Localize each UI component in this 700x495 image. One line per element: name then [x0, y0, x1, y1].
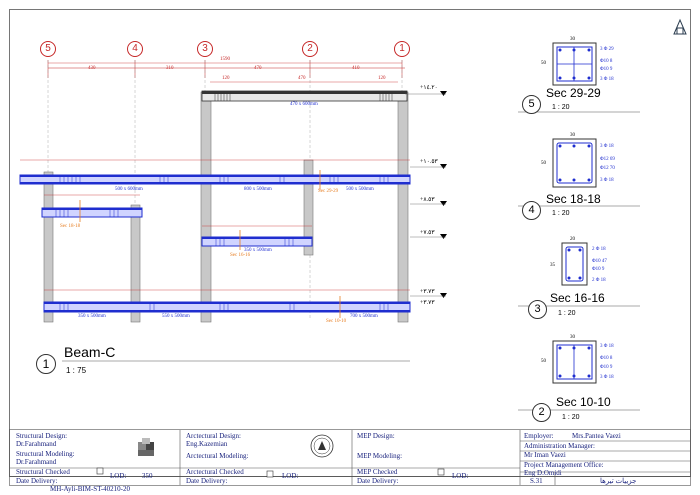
section-4-rebar-top: 3 Φ 18	[600, 144, 614, 149]
section-4-rebar-b: Φ12 70	[600, 166, 615, 171]
beam-label-373-left: 350 x 500mm	[78, 314, 106, 319]
arch-design-value: Eng.Kazemian	[186, 440, 228, 448]
section-5-dim-w: 30	[570, 37, 575, 42]
mep-modeling-label: MEP Modeling:	[357, 452, 403, 460]
elevation-1053: +١٠.٥٣	[420, 159, 438, 165]
section-5-rebar-a: Φ10 8	[600, 59, 613, 64]
section-2-dim-h: 50	[541, 359, 546, 364]
elevation-373: +٣.٧٣	[420, 289, 435, 295]
span-4-3: 310	[166, 66, 174, 71]
logo-icon	[674, 20, 686, 34]
section-10-drawing	[553, 341, 596, 383]
beam-label-373-right: 700 x 500mm	[350, 314, 378, 319]
admin-label: Administration Manager:	[524, 442, 595, 450]
section-3-scale: 1 : 20	[558, 310, 576, 317]
section-29-drawing	[553, 43, 596, 85]
section-2-rebar-bot: 3 Φ 18	[600, 375, 614, 380]
employer-label: Employer:	[524, 432, 554, 440]
section-5-rebar-top: 3 Φ 29	[600, 47, 614, 52]
section-4-number: 4	[522, 201, 541, 220]
pm-value: Eng D.Omidi	[524, 469, 562, 477]
mep-checked-label: MEP Checked	[357, 468, 398, 476]
beam-label-1053-right: 500 x 500mm	[346, 187, 374, 192]
section-mark-18: Sec 18-18	[60, 224, 81, 229]
overall-span: 1590	[220, 57, 230, 62]
section-4-title: Sec 18-18	[546, 192, 601, 206]
section-2-title: Sec 10-10	[556, 395, 611, 409]
mep-date-delivery-label: Date Delivery:	[357, 477, 399, 485]
section-4-scale: 1 : 20	[552, 210, 570, 217]
section-5-title: Sec 29-29	[546, 86, 601, 100]
beam-label-1053-left: 500 x 600mm	[115, 187, 143, 192]
section-2-rebar-top: 3 Φ 18	[600, 344, 614, 349]
section-2-rebar-a: Φ10 8	[600, 356, 613, 361]
beam-label-1053-mid: 800 x 500mm	[244, 187, 272, 192]
sheet-number: S.31	[530, 477, 543, 485]
axis-bubble-5: 5	[40, 41, 56, 57]
section-16-drawing	[562, 243, 587, 285]
section-3-number: 3	[528, 300, 547, 319]
beam-label-753: 350 x 500mm	[244, 248, 272, 253]
main-view-number: 1	[36, 354, 56, 374]
main-view-title: Beam-C	[64, 344, 116, 360]
elevation-853: +٨.٥٣	[420, 197, 435, 203]
structural-modeling-value: Dr.Farahmand	[16, 458, 57, 466]
section-3-dim-w: 20	[570, 237, 575, 242]
axis-bubble-4: 4	[127, 41, 143, 57]
section-3-rebar-bot: 2 Φ 18	[592, 278, 606, 283]
section-2-rebar-b: Φ10 9	[600, 365, 613, 370]
beam-label-373-mid: 550 x 500mm	[162, 314, 190, 319]
section-4-dim-w: 30	[570, 133, 575, 138]
elevation-1420: +١٤.٢٠	[420, 85, 438, 91]
section-4-rebar-bot: 3 Φ 18	[600, 178, 614, 183]
mep-design-label: MEP Design:	[357, 432, 395, 440]
section-2-scale: 1 : 20	[562, 414, 580, 421]
arch-modeling-label: Arctectural Modeling:	[186, 452, 249, 460]
elevation-373b: +٣.٧٣	[420, 300, 435, 306]
pm-label: Project Management Office:	[524, 461, 604, 469]
section-5-scale: 1 : 20	[552, 104, 570, 111]
structural-lod-value: 350	[142, 472, 153, 480]
section-5-rebar-b: Φ10 9	[600, 67, 613, 72]
arch-lod-label: LOD:	[282, 472, 299, 480]
section-3-title: Sec 16-16	[550, 291, 605, 305]
axis-bubble-2: 2	[302, 41, 318, 57]
arch-checked-label: Arctectural Checked	[186, 468, 244, 476]
structural-design-value: Dr.Farahmand	[16, 440, 57, 448]
section-2-number: 2	[532, 403, 551, 422]
elevation-markers	[440, 91, 447, 298]
mep-lod-label: LOD:	[452, 472, 469, 480]
structural-modeling-label: Structural Modeling:	[16, 450, 75, 458]
axis-bubble-1: 1	[394, 41, 410, 57]
section-mark-29: Sec 29-29	[318, 189, 339, 194]
section-4-rebar-a: Φ12 69	[600, 157, 615, 162]
company-logo-icon	[138, 438, 154, 456]
arch-date-delivery-label: Date Delivery:	[186, 477, 228, 485]
section-mark-16: Sec 16-16	[230, 253, 251, 258]
structural-lod-label: LOD:	[110, 472, 127, 480]
sheet-title: جزییات تیرها	[600, 477, 637, 485]
admin-value: Mr Iman Vaezi	[524, 451, 566, 459]
section-3-dim-h: 35	[550, 263, 555, 268]
section-3-rebar-a: Φ10 47	[592, 259, 607, 264]
employer-value: Mrs.Pantea Vaezi	[572, 432, 621, 440]
structural-date-delivery-label: Date Delivery:	[16, 477, 58, 485]
section-3-rebar-top: 2 Φ 18	[592, 247, 606, 252]
file-name: MH-Ayli-BIM-ST-40210-20	[50, 485, 130, 493]
seal-icon	[311, 435, 333, 457]
section-4-dim-h: 50	[541, 161, 546, 166]
top-span-mid: 470	[298, 76, 306, 81]
beam-label-top: 470 x 600mm	[290, 102, 318, 107]
section-18-drawing	[553, 139, 596, 187]
structural-checked-label: Structural Checked	[16, 468, 70, 476]
section-2-dim-w: 30	[570, 335, 575, 340]
axis-bubble-3: 3	[197, 41, 213, 57]
span-2-1: 410	[352, 66, 360, 71]
section-5-rebar-bot: 3 Φ 18	[600, 77, 614, 82]
section-5-number: 5	[522, 95, 541, 114]
section-3-rebar-b: Φ10 9	[592, 267, 605, 272]
span-3-2: 470	[254, 66, 262, 71]
main-view-scale: 1 : 75	[66, 366, 87, 375]
span-5-4: 430	[88, 66, 96, 71]
arch-design-label: Arctectural Design:	[186, 432, 242, 440]
section-5-dim-h: 50	[541, 61, 546, 66]
top-span-right: 120	[378, 76, 386, 81]
section-mark-10: Sec 10-10	[326, 319, 347, 324]
top-span-left: 120	[222, 76, 230, 81]
elevation-753: +٧.٥٣	[420, 230, 435, 236]
structural-design-label: Structural Design:	[16, 432, 68, 440]
